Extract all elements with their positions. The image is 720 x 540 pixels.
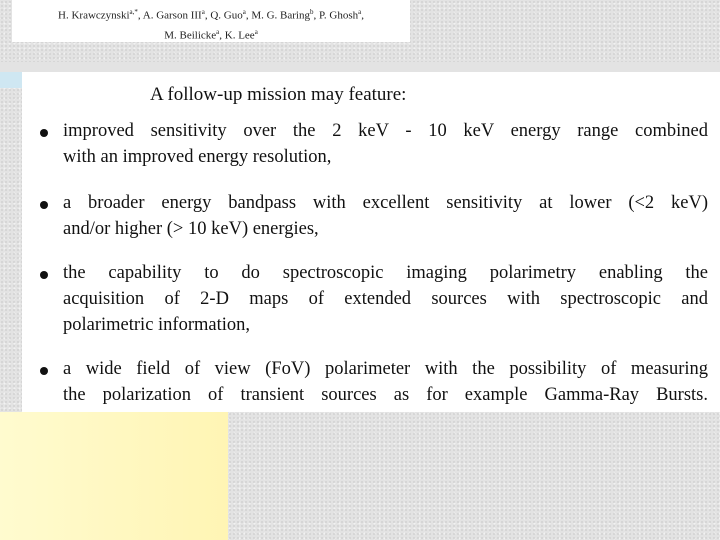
bullet-line: the capability to do spectroscopic imaging polarimetry enabling the [63,263,708,283]
author-affiliation: a [242,8,246,16]
intro-heading: A follow-up mission may feature: [150,84,407,105]
author-line-1 [12,4,410,24]
author-header [12,0,410,42]
bullet-dot [40,367,48,375]
author-affiliation: b [310,8,314,16]
author-separator: , [361,9,364,22]
bullet-line: acquisition of 2-D maps of extended sources with spectroscopic and [63,289,708,309]
author-affiliation: a [358,8,362,16]
bullet-line: polarimetric information, [63,315,250,335]
bullet-line: a wide field of view (FoV) polarimeter with the possibility of measuring [63,359,708,379]
bullet-line: with an improved energy resolution, [63,147,332,167]
author-name: , Q. Guo [204,9,243,22]
bullet-line: a broader energy bandpass with excellent sensitivity at lower (<2 keV) [63,193,708,213]
bullet-dot [40,129,48,137]
bullet-dot [40,201,48,209]
author-affiliation: a [216,27,220,36]
author-name: H. Krawczynski [58,9,130,22]
author-name: , M. G. Baring [245,9,310,22]
bullet-line: the polarization of transient sources as for example Gamma-Ray Bursts. [63,385,708,405]
author-name: M. Beilicke [164,29,217,42]
bullet-dot [40,271,48,279]
author-affiliation: a,* [129,8,138,16]
author-name: , K. Lee [219,29,255,42]
bullet-line: and/or higher (> 10 keV) energies, [63,219,319,239]
yellow-decoration [0,412,228,540]
author-affiliation: a [201,8,205,16]
author-name: , P. Ghosh [313,9,359,22]
author-affiliation: a [254,27,258,36]
author-line-2 [12,24,410,44]
clipped-previous-line [0,62,720,72]
author-name: , A. Garson III [137,9,202,22]
bullet-line: improved sensitivity over the 2 keV - 10 keV energy range combined [63,121,708,141]
